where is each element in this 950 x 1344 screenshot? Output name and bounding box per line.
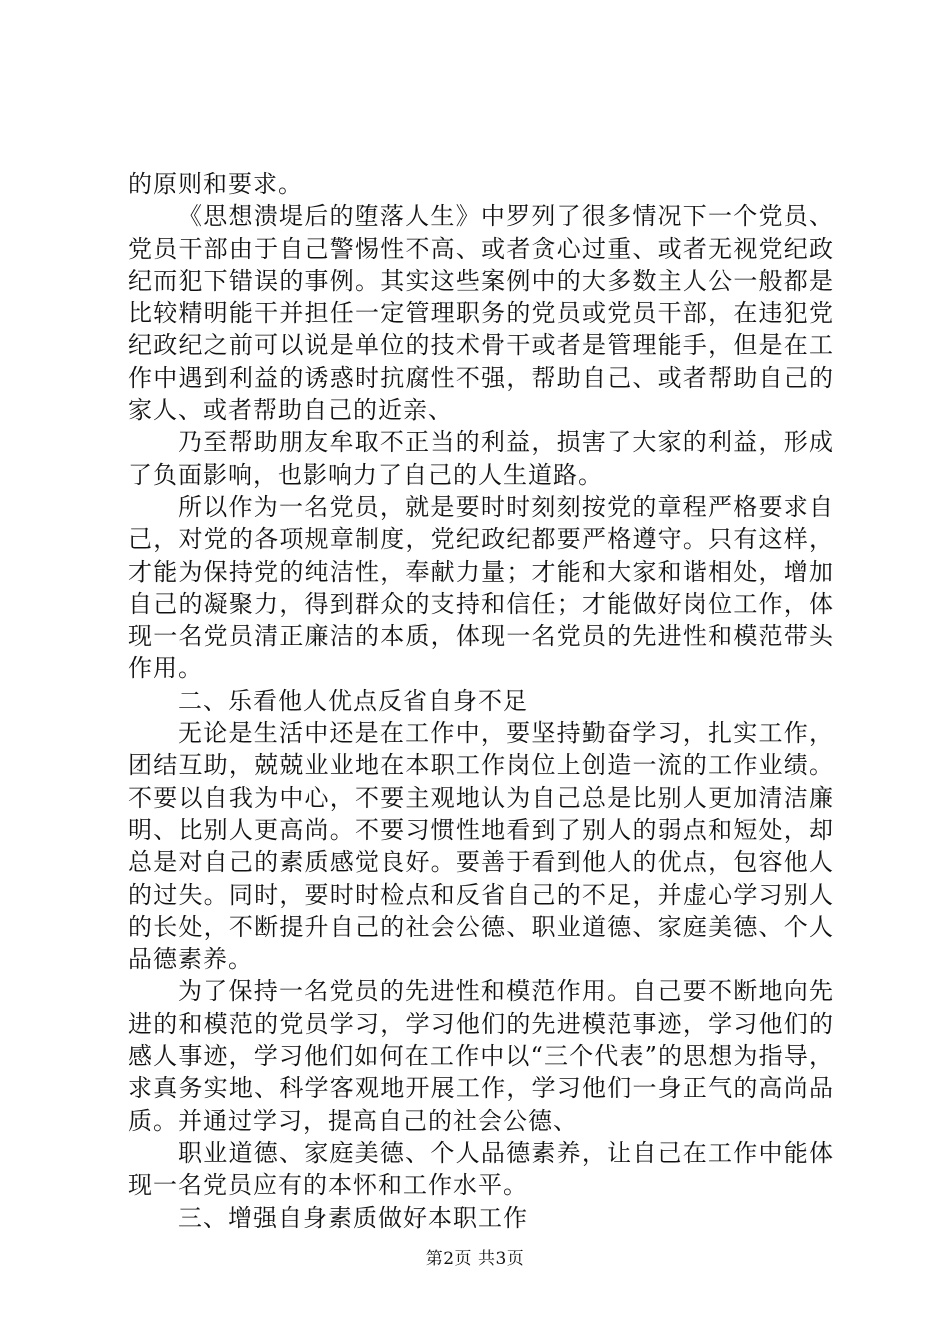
paragraph-4: 所以作为一名党员，就是要时时刻刻按党的章程严格要求自己，对党的各项规章制度，党纪政纪都要严格遵守。只有这样，才能为保持党的纯洁性，奉献力量；才能和大家和谐相处，增加自己的凝聚力，得到群众的支持和信任；才能做好岗位工作，体现一名党员清正廉洁的本质，体现一名党员的先进性和模范带头作用。: [128, 492, 834, 683]
section-heading-2: 二、乐看他人优点反省自身不足: [178, 686, 528, 715]
paragraph-6: 为了保持一名党员的先进性和模范作用。自己要不断地向先进的和模范的党员学习，学习他们的先进模范事迹，学习他们的感人事迹，学习他们如何在工作中以“三个代表”的思想为指导，求真务实地、科学客观地开展工作，学习他们一身正气的高尚品质。并通过学习，提高自己的社会公德、: [128, 977, 834, 1135]
document-body: [128, 168, 834, 1234]
paragraph-1: 的原则和要求。: [128, 170, 303, 198]
paragraph-7: 职业道德、家庭美德、个人品德素养，让自己在工作中能体现一名党员应有的本怀和工作水平。: [128, 1138, 834, 1200]
paragraph-5: 无论是生活中还是在工作中，要坚持勤奋学习，扎实工作，团结互助，兢兢业业地在本职工作岗位上创造一流的工作业绩。不要以自我为中心，不要主观地认为自己总是比别人更加清洁廉明、比别人更高尚。不要习惯性地看到了别人的弱点和短处，却总是对自己的素质感觉良好。要善于看到他人的优点，包容他人的过失。同时，要时时检点和反省自己的不足，并虚心学习别人的长处，不断提升自己的社会公德、职业道德、家庭美德、个人品德素养。: [128, 719, 834, 974]
paragraph-3: 乃至帮助朋友牟取不正当的利益，损害了大家的利益，形成了负面影响，也影响力了自己的人生道路。: [128, 428, 834, 489]
section-heading-3: 三、增强自身素质做好本职工作: [178, 1203, 528, 1232]
page-number-footer: 第2页 共3页: [425, 1249, 525, 1269]
paragraph-2: 《思想溃堤后的堕落人生》中罗列了很多情况下一个党员、党员干部由于自己警惕性不高、或者贪心过重、或者无视党纪政纪而犯下错误的事例。其实这些案例中的大多数主人公一般都是比较精明能干并担任一定管理职务的党员或党员干部，在违犯党纪政纪之前可以说是单位的技术骨干或者是管理能手，但是在工作中遇到利益的诱惑时抗腐性不强，帮助自己、或者帮助自己的家人、或者帮助自己的近亲、: [128, 202, 834, 425]
